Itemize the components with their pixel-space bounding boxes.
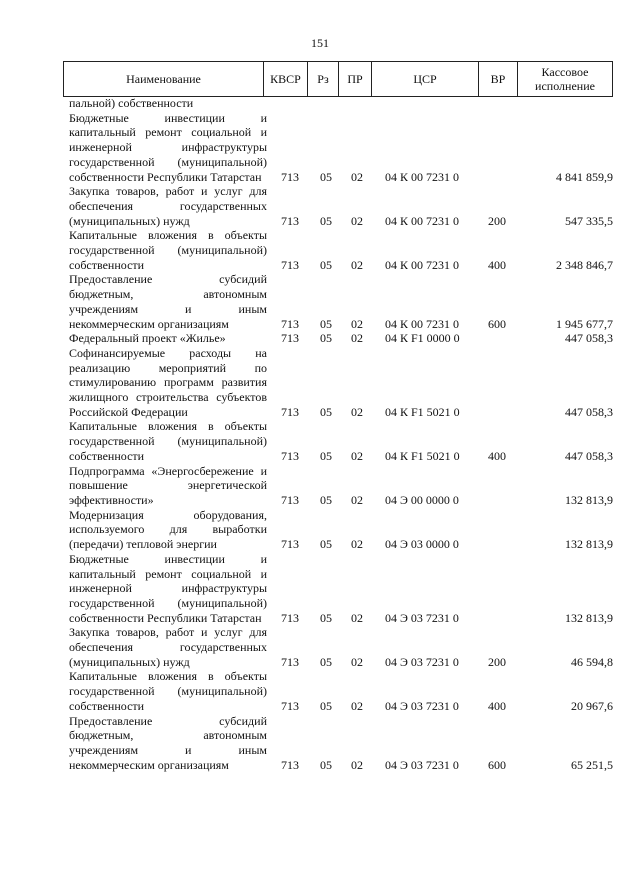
row-name: Закупка товаров, работ и услуг для обеспечения государственных (муниципальных) нужд: [69, 184, 267, 228]
row-csr: 04 Э 03 7231 0: [385, 654, 459, 669]
row-name: пальной) собственности: [69, 96, 194, 110]
header-csr: ЦСР: [372, 62, 479, 97]
table-row: [63, 228, 623, 272]
table-row: [63, 625, 623, 669]
row-rz: 05: [320, 316, 332, 331]
row-kvsr: 713: [281, 404, 299, 419]
row-csr: 04 Э 03 7231 0: [385, 698, 459, 713]
row-pr: 02: [351, 492, 363, 507]
row-pr: 02: [351, 404, 363, 419]
table-row: [63, 419, 623, 463]
row-rz: 05: [320, 492, 332, 507]
row-pr: 02: [351, 448, 363, 463]
table-row: [63, 272, 623, 331]
table-row: [63, 111, 623, 185]
row-vr: 400: [488, 257, 506, 272]
row-amount: 447 058,3: [565, 448, 613, 463]
table-row: [63, 714, 623, 773]
row-csr: 04 К F1 0000 0: [385, 331, 460, 346]
header-amount: Кассовое исполнение: [518, 62, 613, 97]
row-rz: 05: [320, 757, 332, 772]
row-vr: 600: [488, 757, 506, 772]
row-name: Модернизация оборудования, используемого для выработки (передачи) тепловой энергии: [69, 507, 267, 552]
table-row: [63, 552, 623, 626]
row-kvsr: 713: [281, 698, 299, 713]
table-row: [63, 464, 623, 508]
row-amount: 1 945 677,7: [556, 316, 613, 331]
table-row: [63, 184, 623, 228]
row-amount: 132 813,9: [565, 537, 613, 552]
row-name: Предоставление субсидий бюджетным, автономным учреждениям и иным некоммерческим организациям: [69, 272, 267, 331]
row-name: Бюджетные инвестиции и капитальный ремонт социальной и инженерной инфраструктуры государственной (муниципальной) собственности Республики Татарстан: [69, 110, 267, 184]
row-pr: 02: [351, 169, 363, 184]
row-kvsr: 713: [281, 448, 299, 463]
row-rz: 05: [320, 698, 332, 713]
row-csr: 04 Э 03 7231 0: [385, 610, 459, 625]
header-vr: ВР: [479, 62, 518, 97]
row-kvsr: 713: [281, 316, 299, 331]
row-kvsr: 713: [281, 610, 299, 625]
header-rz: Рз: [308, 62, 339, 97]
row-pr: 02: [351, 654, 363, 669]
row-vr: 200: [488, 654, 506, 669]
row-rz: 05: [320, 331, 332, 346]
row-amount: 132 813,9: [565, 610, 613, 625]
row-pr: 02: [351, 537, 363, 552]
row-rz: 05: [320, 169, 332, 184]
row-csr: 04 Э 00 0000 0: [385, 492, 459, 507]
row-csr: 04 Э 03 7231 0: [385, 757, 459, 772]
row-kvsr: 713: [281, 331, 299, 346]
row-vr: 200: [488, 213, 506, 228]
row-name: Капитальные вложения в объекты государственной (муниципальной) собственности: [69, 669, 267, 713]
row-csr: 04 Э 03 0000 0: [385, 537, 459, 552]
row-kvsr: 713: [281, 492, 299, 507]
row-name: Предоставление субсидий бюджетным, автономным учреждениям и иным некоммерческим организациям: [69, 713, 267, 772]
row-rz: 05: [320, 404, 332, 419]
row-kvsr: 713: [281, 757, 299, 772]
row-rz: 05: [320, 448, 332, 463]
page-number: 151: [311, 36, 329, 50]
row-pr: 02: [351, 698, 363, 713]
row-vr: 400: [488, 448, 506, 463]
header-kvsr: КВСР: [264, 62, 308, 97]
row-amount: 447 058,3: [565, 404, 613, 419]
table-row: [63, 331, 623, 346]
row-amount: 132 813,9: [565, 492, 613, 507]
row-kvsr: 713: [281, 213, 299, 228]
row-name: Подпрограмма «Энергосбережение и повышение энергетической эффективности»: [69, 463, 267, 507]
table-row: [63, 96, 623, 111]
row-amount: 65 251,5: [571, 757, 613, 772]
table-row: [63, 669, 623, 713]
row-kvsr: 713: [281, 257, 299, 272]
row-amount: 2 348 846,7: [556, 257, 613, 272]
row-name: Капитальные вложения в объекты государственной (муниципальной) собственности: [69, 419, 267, 463]
row-name: Бюджетные инвестиции и капитальный ремонт социальной и инженерной инфраструктуры государственной (муниципальной) собственности Республики Татарстан: [69, 551, 267, 625]
row-pr: 02: [351, 331, 363, 346]
row-amount: 46 594,8: [571, 654, 613, 669]
row-kvsr: 713: [281, 537, 299, 552]
row-kvsr: 713: [281, 169, 299, 184]
row-pr: 02: [351, 610, 363, 625]
row-csr: 04 К 00 7231 0: [385, 257, 460, 272]
row-amount: 4 841 859,9: [556, 169, 613, 184]
row-vr: 600: [488, 316, 506, 331]
row-amount: 20 967,6: [571, 698, 613, 713]
table-row: [63, 508, 623, 552]
row-rz: 05: [320, 654, 332, 669]
row-amount: 547 335,5: [565, 213, 613, 228]
row-csr: 04 К 00 7231 0: [385, 316, 460, 331]
row-kvsr: 713: [281, 654, 299, 669]
row-name: Капитальные вложения в объекты государственной (муниципальной) собственности: [69, 228, 267, 272]
row-pr: 02: [351, 757, 363, 772]
row-amount: 447 058,3: [565, 331, 613, 346]
row-rz: 05: [320, 213, 332, 228]
row-vr: 400: [488, 698, 506, 713]
row-rz: 05: [320, 537, 332, 552]
row-name: Закупка товаров, работ и услуг для обеспечения государственных (муниципальных) нужд: [69, 625, 267, 669]
row-pr: 02: [351, 316, 363, 331]
row-rz: 05: [320, 610, 332, 625]
row-rz: 05: [320, 257, 332, 272]
row-csr: 04 К 00 7231 0: [385, 213, 460, 228]
row-csr: 04 К 00 7231 0: [385, 169, 460, 184]
row-pr: 02: [351, 213, 363, 228]
header-pr: ПР: [339, 62, 372, 97]
table-row: [63, 346, 623, 420]
header-name: Наименование: [64, 62, 264, 97]
row-csr: 04 К F1 5021 0: [385, 404, 460, 419]
row-csr: 04 К F1 5021 0: [385, 448, 460, 463]
row-pr: 02: [351, 257, 363, 272]
row-name: Федеральный проект «Жилье»: [69, 331, 226, 346]
row-name: Софинансируемые расходы на реализацию мероприятий по стимулированию программ развития жилищного строительства субъектов Российской Федерации: [69, 345, 267, 419]
table-header: [63, 61, 613, 97]
table-body: [63, 96, 623, 772]
